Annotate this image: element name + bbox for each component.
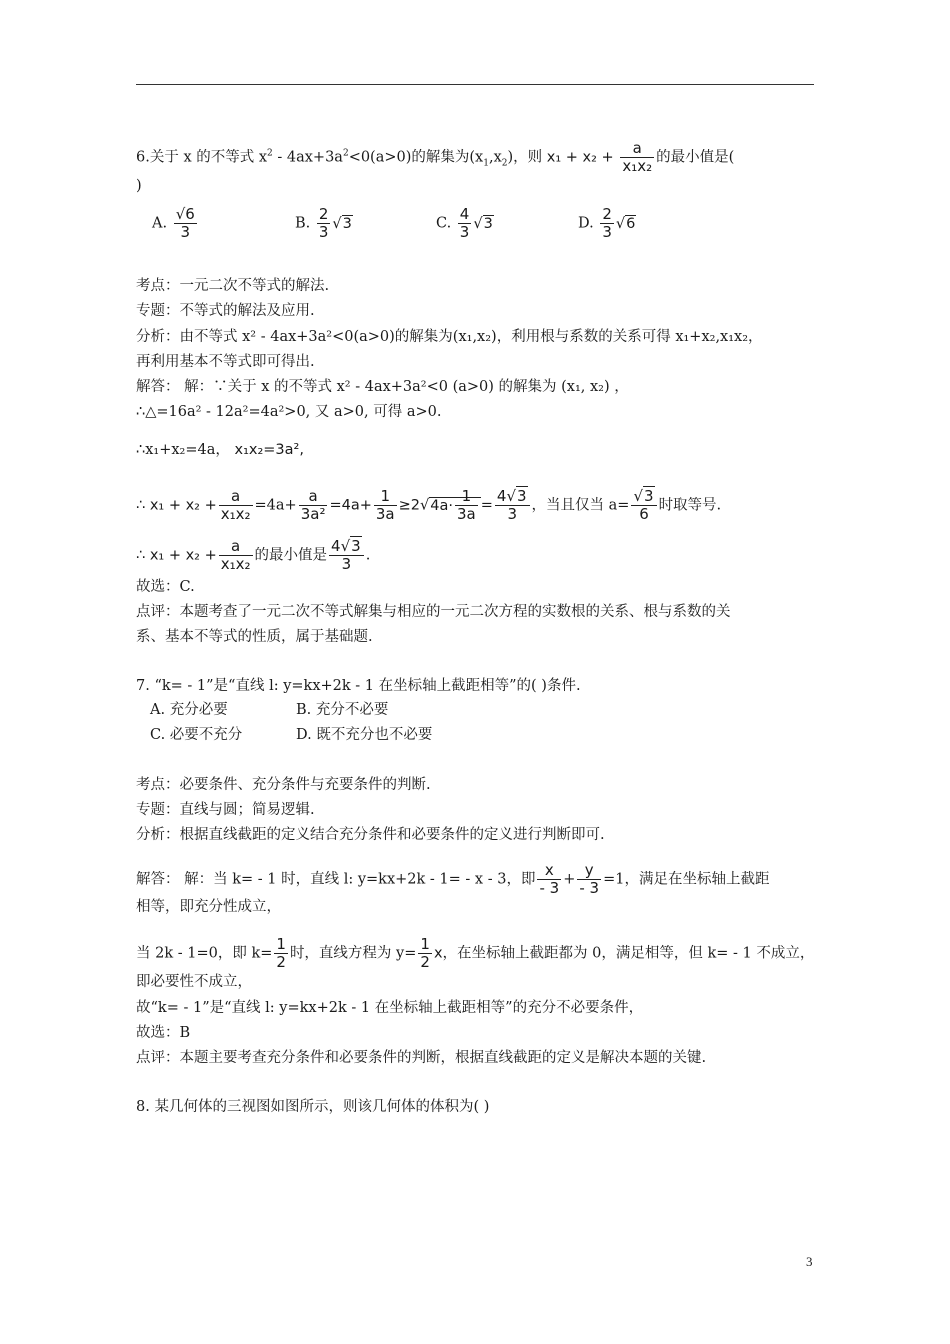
q7-fenxi: 分析：根据直线截距的定义结合充分条件和必要条件的定义进行判断即可. [136,827,605,843]
q7-kaodian: 考点：必要条件、充分条件与充要条件的判断. [136,777,431,793]
q6-option-a[interactable]: A. $\frac{√6}{3}$ [152,205,195,241]
q6-dianping-1: 点评：本题考查了一元二次不等式解集与相应的一元二次方程的实数根的关系、根与系数的关 [136,604,731,620]
q6-jieda-3: ∴x₁+x₂=4a， x₁x₂=3a², [136,442,304,458]
q6-zhuanti: 专题：不等式的解法及应用. [136,303,315,319]
q6-guxuan: 故选：C. [136,579,195,595]
q6-dianping-2: 系、基本不等式的性质，属于基础题. [136,629,373,645]
q7-guxuan: 故选：B [136,1025,191,1041]
q6-kaodian: 考点：一元二次不等式的解法. [136,278,330,294]
q7-option-c[interactable]: C. 必要不充分 [150,727,243,743]
q6-fraction: $\frac{a}{\text{x₁x₂}}$ [622,139,653,175]
q6-jieda-1: 解答： 解：∵关于 x 的不等式 x² - 4ax+3a²<0 (a>0) 的解集为 (x₁, x₂) ， [136,379,629,395]
q7-dianping: 点评：本题主要考查充分条件和必要条件的判断，根据直线截距的定义是解决本题的关键. [136,1050,707,1066]
q6-option-c[interactable]: C. $\frac{4}{3}$ √3 [436,205,493,241]
q6-jieda-5: ∴ x₁ + x₂ + $\frac{a}{\text{x₁x₂}}$ 的最小值是 $\frac{4√3}{3}$ . [136,537,371,573]
q6-option-b[interactable]: B. $\frac{2}{3}$ √3 [295,205,352,241]
q7-option-b[interactable]: B. 充分不必要 [296,702,389,718]
q6-expr: x₁ + x₂ + [546,149,614,166]
q7-jieda-5: 故“k= - 1”是“直线 l: y=kx+2k - 1 在坐标轴上截距相等”的充分不必要条件， [136,1000,644,1016]
q6-stem-close: ) [136,178,142,194]
q7-jieda-3: 当 2k - 1=0，即 k= $\frac{1}{2}$ 时，直线方程为 y= $\frac{1}{2}$ x，在坐标轴上截距都为 0，满足相等，但 k= - 1 不成立， [136,935,815,971]
q7-option-a[interactable]: A. 充分必要 [150,702,228,718]
q7-jieda-2: 相等，即充分性成立， [136,899,281,915]
header-rule [136,84,814,85]
q6-fenxi-1: 分析：由不等式 x² - 4ax+3a²<0(a>0)的解集为(x₁,x₂)，利用根与系数的关系可得 x₁+x₂,x₁x₂， [136,329,763,345]
q6-fenxi-2: 再利用基本不等式即可得出. [136,354,315,370]
q7-zhuanti: 专题：直线与圆；简易逻辑. [136,802,315,818]
q6-option-d[interactable]: D. $\frac{2}{3}$ √6 [578,205,636,241]
q6-jieda-4: ∴ x₁ + x₂ + $\frac{a}{\text{x₁x₂}}$ =4a+ $\frac{a}{\text{3a²}}$ =4a+ $\frac{1}{3a}$ ≥2√4a· $\frac{1}{3a}$ = $\frac{4√3}{3}$ ，当且仅当 a= $\frac{√3}{6}$ 时取等号. [136,487,722,523]
q6-jieda-2: ∴△=16a² - 12a²=4a²>0, 又 a>0, 可得 a>0. [136,404,442,420]
q7-stem: 7. “k= - 1”是“直线 l: y=kx+2k - 1 在坐标轴上截距相等”的( )条件. [136,678,581,694]
q6-stem: 6.关于 x 的不等式 $x^2 - 4ax+3a^2<0(a>0)$的解集为$(x_1,x_2)$，则 x₁ + x₂ + $\frac{a}{\text{x₁x₂}}$ 的最小值是( [136,139,735,175]
q7-option-d[interactable]: D. 既不充分也不必要 [296,727,433,743]
q8-stem: 8. 某几何体的三视图如图所示，则该几何体的体积为( ) [136,1099,490,1115]
page-number: 3 [806,1254,813,1269]
q7-jieda-4: 即必要性不成立， [136,974,252,990]
q7-jieda-1: 解答： 解：当 k= - 1 时，直线 l: y=kx+2k - 1= - x - 3，即 $\frac{x}{- 3}$ + $\frac{y}{- 3}$ =1，满足在坐标轴上截距 [136,861,770,897]
